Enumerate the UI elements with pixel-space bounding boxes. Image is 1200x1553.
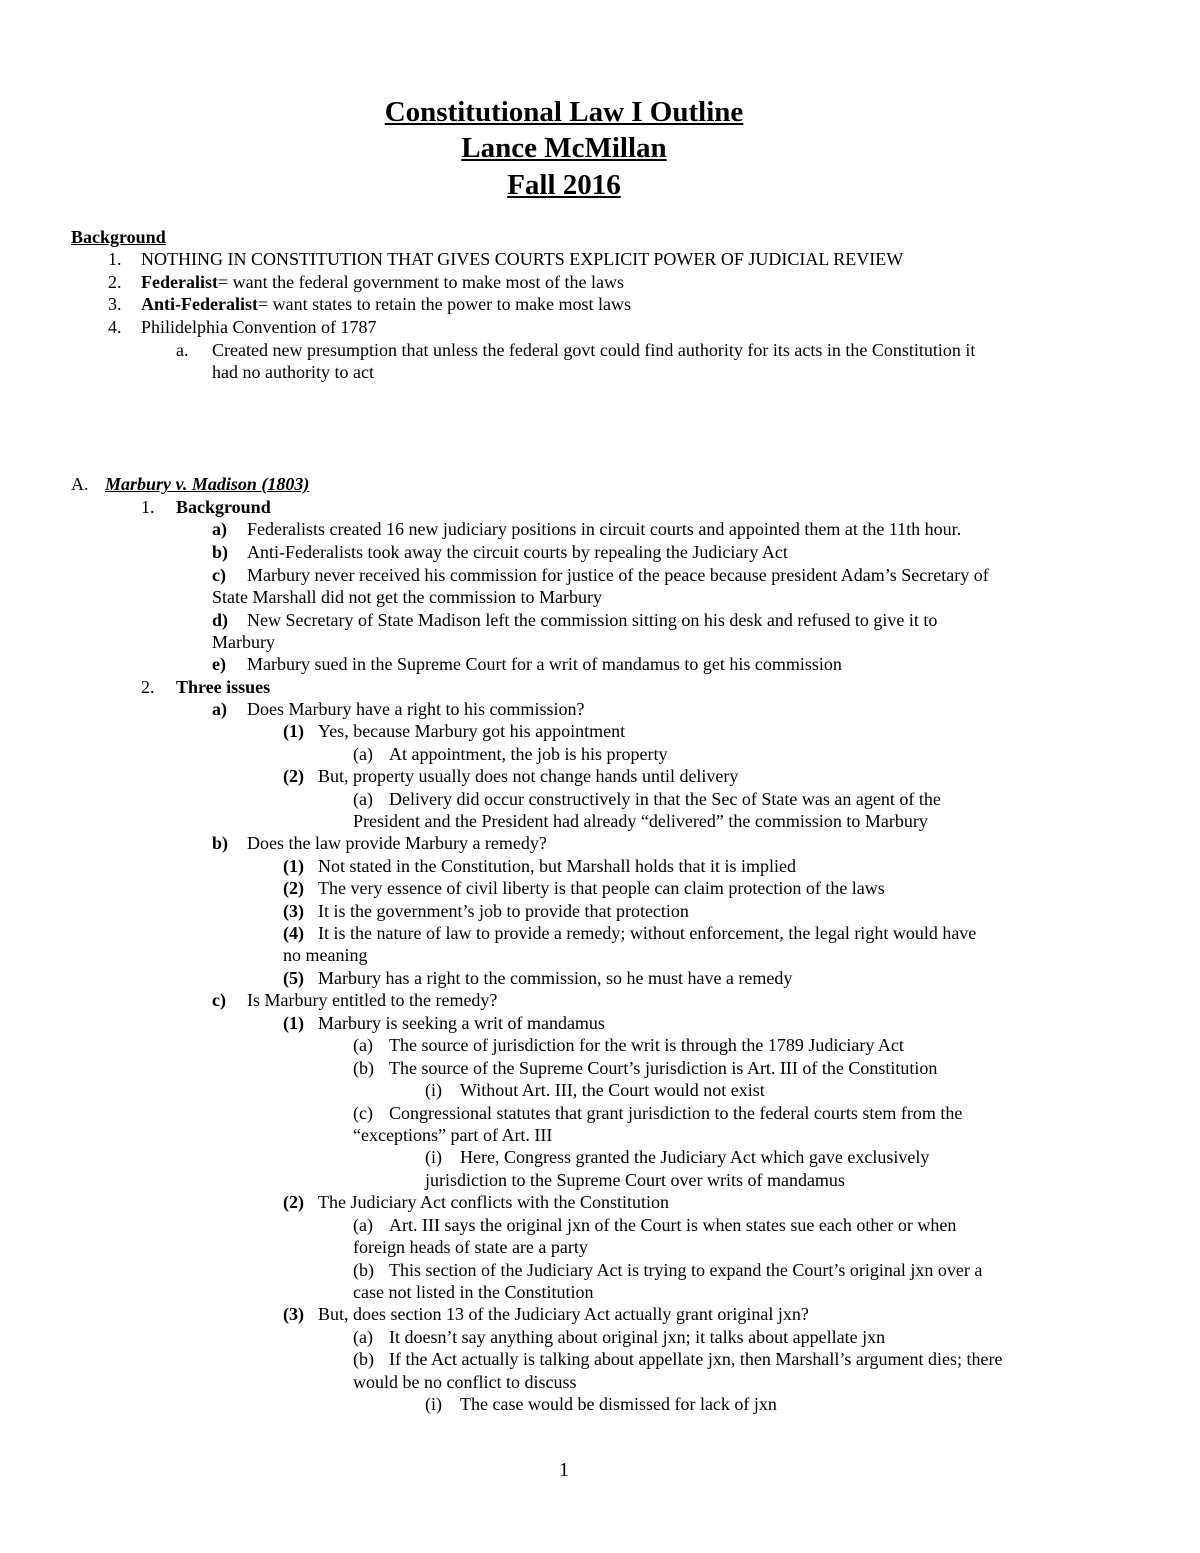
issue-a: Does Marbury have a right to his commission? [247, 699, 585, 719]
issue-c-point-2b-cont: case not listed in the Constitution [353, 1282, 594, 1302]
list-paren-num: (2) [283, 878, 304, 898]
list-letter: d) [212, 610, 229, 630]
background-point-c-cont: State Marshall did not get the commission to Marbury [212, 587, 602, 607]
background-item-1: NOTHING IN CONSTITUTION THAT GIVES COURTS EXPLICIT POWER OF JUDICIAL REVIEW [141, 249, 904, 269]
issue-c-point-1c-cont: “exceptions” part of Art. III [353, 1125, 553, 1145]
list-letter: c) [212, 990, 226, 1010]
list-paren-letter: (b) [353, 1260, 374, 1280]
issue-b: Does the law provide Marbury a remedy? [247, 833, 547, 853]
issue-c-point-2a: Art. III says the original jxn of the Court is when states sue each other or when [389, 1215, 957, 1235]
issue-c-point-2: The Judiciary Act conflicts with the Constitution [318, 1192, 669, 1212]
issue-b-point-3: It is the government’s job to provide that protection [318, 901, 689, 921]
list-num: 1. [108, 249, 122, 269]
issue-c-point-1b-i: Without Art. III, the Court would not exist [460, 1080, 765, 1100]
issue-b-point-1: Not stated in the Constitution, but Marshall holds that it is implied [318, 856, 796, 876]
list-paren-letter: (a) [353, 789, 373, 809]
list-paren-letter: (b) [353, 1058, 374, 1078]
section-heading-background: Background [176, 497, 271, 517]
background-point-a: Federalists created 16 new judiciary positions in circuit courts and appointed them at the 11th hour. [247, 519, 962, 539]
issue-c-point-3: But, does section 13 of the Judiciary Act actually grant original jxn? [318, 1304, 809, 1324]
page-number: 1 [559, 1459, 569, 1481]
background-item-2 [141, 271, 624, 294]
background-point-b: Anti-Federalists took away the circuit courts by repealing the Judiciary Act [247, 542, 788, 562]
list-roman: (i) [425, 1147, 442, 1167]
case-letter: A. [71, 474, 89, 494]
list-num: 4. [108, 317, 122, 337]
issue-a-point-1: Yes, because Marbury got his appointment [318, 721, 626, 741]
issue-b-point-5: Marbury has a right to the commission, so he must have a remedy [318, 968, 793, 988]
list-letter: c) [212, 565, 226, 585]
list-paren-num: (1) [283, 856, 304, 876]
list-letter: b) [212, 833, 229, 853]
issue-a-point-2a-cont: President and the President had already “delivered” the commission to Marbury [353, 811, 928, 831]
doc-term: Fall 2016 [507, 169, 621, 201]
issue-b-point-4-cont: no meaning [283, 945, 368, 965]
term-definition: = want states to retain the power to make most laws [257, 294, 632, 314]
list-paren-num: (5) [283, 968, 304, 988]
background-point-d-cont: Marbury [212, 632, 275, 652]
background-item-3 [141, 293, 631, 316]
issue-c-point-1c: Congressional statutes that grant jurisdiction to the federal courts stem from the [389, 1103, 963, 1123]
list-paren-letter: (b) [353, 1349, 374, 1369]
list-paren-num: (2) [283, 1192, 304, 1212]
background-item-4: Philidelphia Convention of 1787 [141, 317, 377, 337]
list-paren-num: (4) [283, 923, 304, 943]
issue-c-point-3a: It doesn’t say anything about original jxn; it talks about appellate jxn [389, 1327, 886, 1347]
list-num: 2. [141, 677, 155, 697]
issue-c-point-1: Marbury is seeking a writ of mandamus [318, 1013, 605, 1033]
issue-c-point-1b: The source of the Supreme Court’s jurisdiction is Art. III of the Constitution [389, 1058, 938, 1078]
issue-c-point-3b-cont: would be no conflict to discuss [353, 1372, 577, 1392]
background-point-c: Marbury never received his commission for justice of the peace because president Adam’s Secretary of [247, 565, 989, 585]
section-heading-issues: Three issues [176, 677, 271, 697]
list-letter: a. [176, 340, 189, 360]
list-paren-letter: (a) [353, 1215, 373, 1235]
background-heading: Background [71, 227, 166, 247]
list-paren-num: (1) [283, 721, 304, 741]
issue-c-point-2b: This section of the Judiciary Act is trying to expand the Court’s original jxn over a [389, 1260, 983, 1280]
issue-c-point-3b-i: The case would be dismissed for lack of jxn [460, 1394, 777, 1414]
background-point-e: Marbury sued in the Supreme Court for a writ of mandamus to get his commission [247, 654, 842, 674]
list-paren-num: (1) [283, 1013, 304, 1033]
issue-c-point-1c-i: Here, Congress granted the Judiciary Act which gave exclusively [460, 1147, 930, 1167]
list-roman: (i) [425, 1394, 442, 1414]
background-point-d: New Secretary of State Madison left the commission sitting on his desk and refused to give it to [247, 610, 938, 630]
list-num: 2. [108, 272, 122, 292]
list-letter: b) [212, 542, 229, 562]
issue-b-point-2: The very essence of civil liberty is that people can claim protection of the laws [318, 878, 885, 898]
issue-a-point-2a: Delivery did occur constructively in that the Sec of State was an agent of the [389, 789, 941, 809]
list-paren-num: (2) [283, 766, 304, 786]
list-letter: e) [212, 654, 226, 674]
issue-a-point-1a: At appointment, the job is his property [389, 744, 668, 764]
issue-c: Is Marbury entitled to the remedy? [247, 990, 498, 1010]
list-paren-num: (3) [283, 901, 304, 921]
issue-b-point-4: It is the nature of law to provide a remedy; without enforcement, the legal right would have [318, 923, 977, 943]
issue-c-point-2a-cont: foreign heads of state are a party [353, 1237, 588, 1257]
list-paren-letter: (a) [353, 744, 373, 764]
issue-c-point-1a: The source of jurisdiction for the writ is through the 1789 Judiciary Act [389, 1035, 904, 1055]
term-anti-federalist: Anti-Federalist [141, 294, 258, 314]
list-letter: a) [212, 519, 227, 539]
list-letter: a) [212, 699, 227, 719]
list-roman: (i) [425, 1080, 442, 1100]
background-sub-a: Created new presumption that unless the federal govt could find authority for its acts in the Constitution it [212, 340, 976, 360]
issue-c-point-1c-i-cont: jurisdiction to the Supreme Court over writs of mandamus [425, 1170, 845, 1190]
list-num: 3. [108, 294, 122, 314]
doc-title: Constitutional Law I Outline [384, 96, 744, 128]
term-federalist: Federalist [141, 272, 218, 292]
list-paren-letter: (c) [353, 1103, 373, 1123]
doc-author: Lance McMillan [461, 132, 667, 164]
list-num: 1. [141, 497, 155, 517]
list-paren-letter: (a) [353, 1035, 373, 1055]
list-paren-num: (3) [283, 1304, 304, 1324]
case-title: Marbury v. Madison (1803) [105, 474, 310, 494]
issue-c-point-3b: If the Act actually is talking about appellate jxn, then Marshall’s argument dies; there [389, 1349, 1003, 1369]
background-sub-a-cont: had no authority to act [212, 362, 374, 382]
term-definition: = want the federal government to make most of the laws [217, 272, 625, 292]
list-paren-letter: (a) [353, 1327, 373, 1347]
issue-a-point-2: But, property usually does not change hands until delivery [318, 766, 739, 786]
